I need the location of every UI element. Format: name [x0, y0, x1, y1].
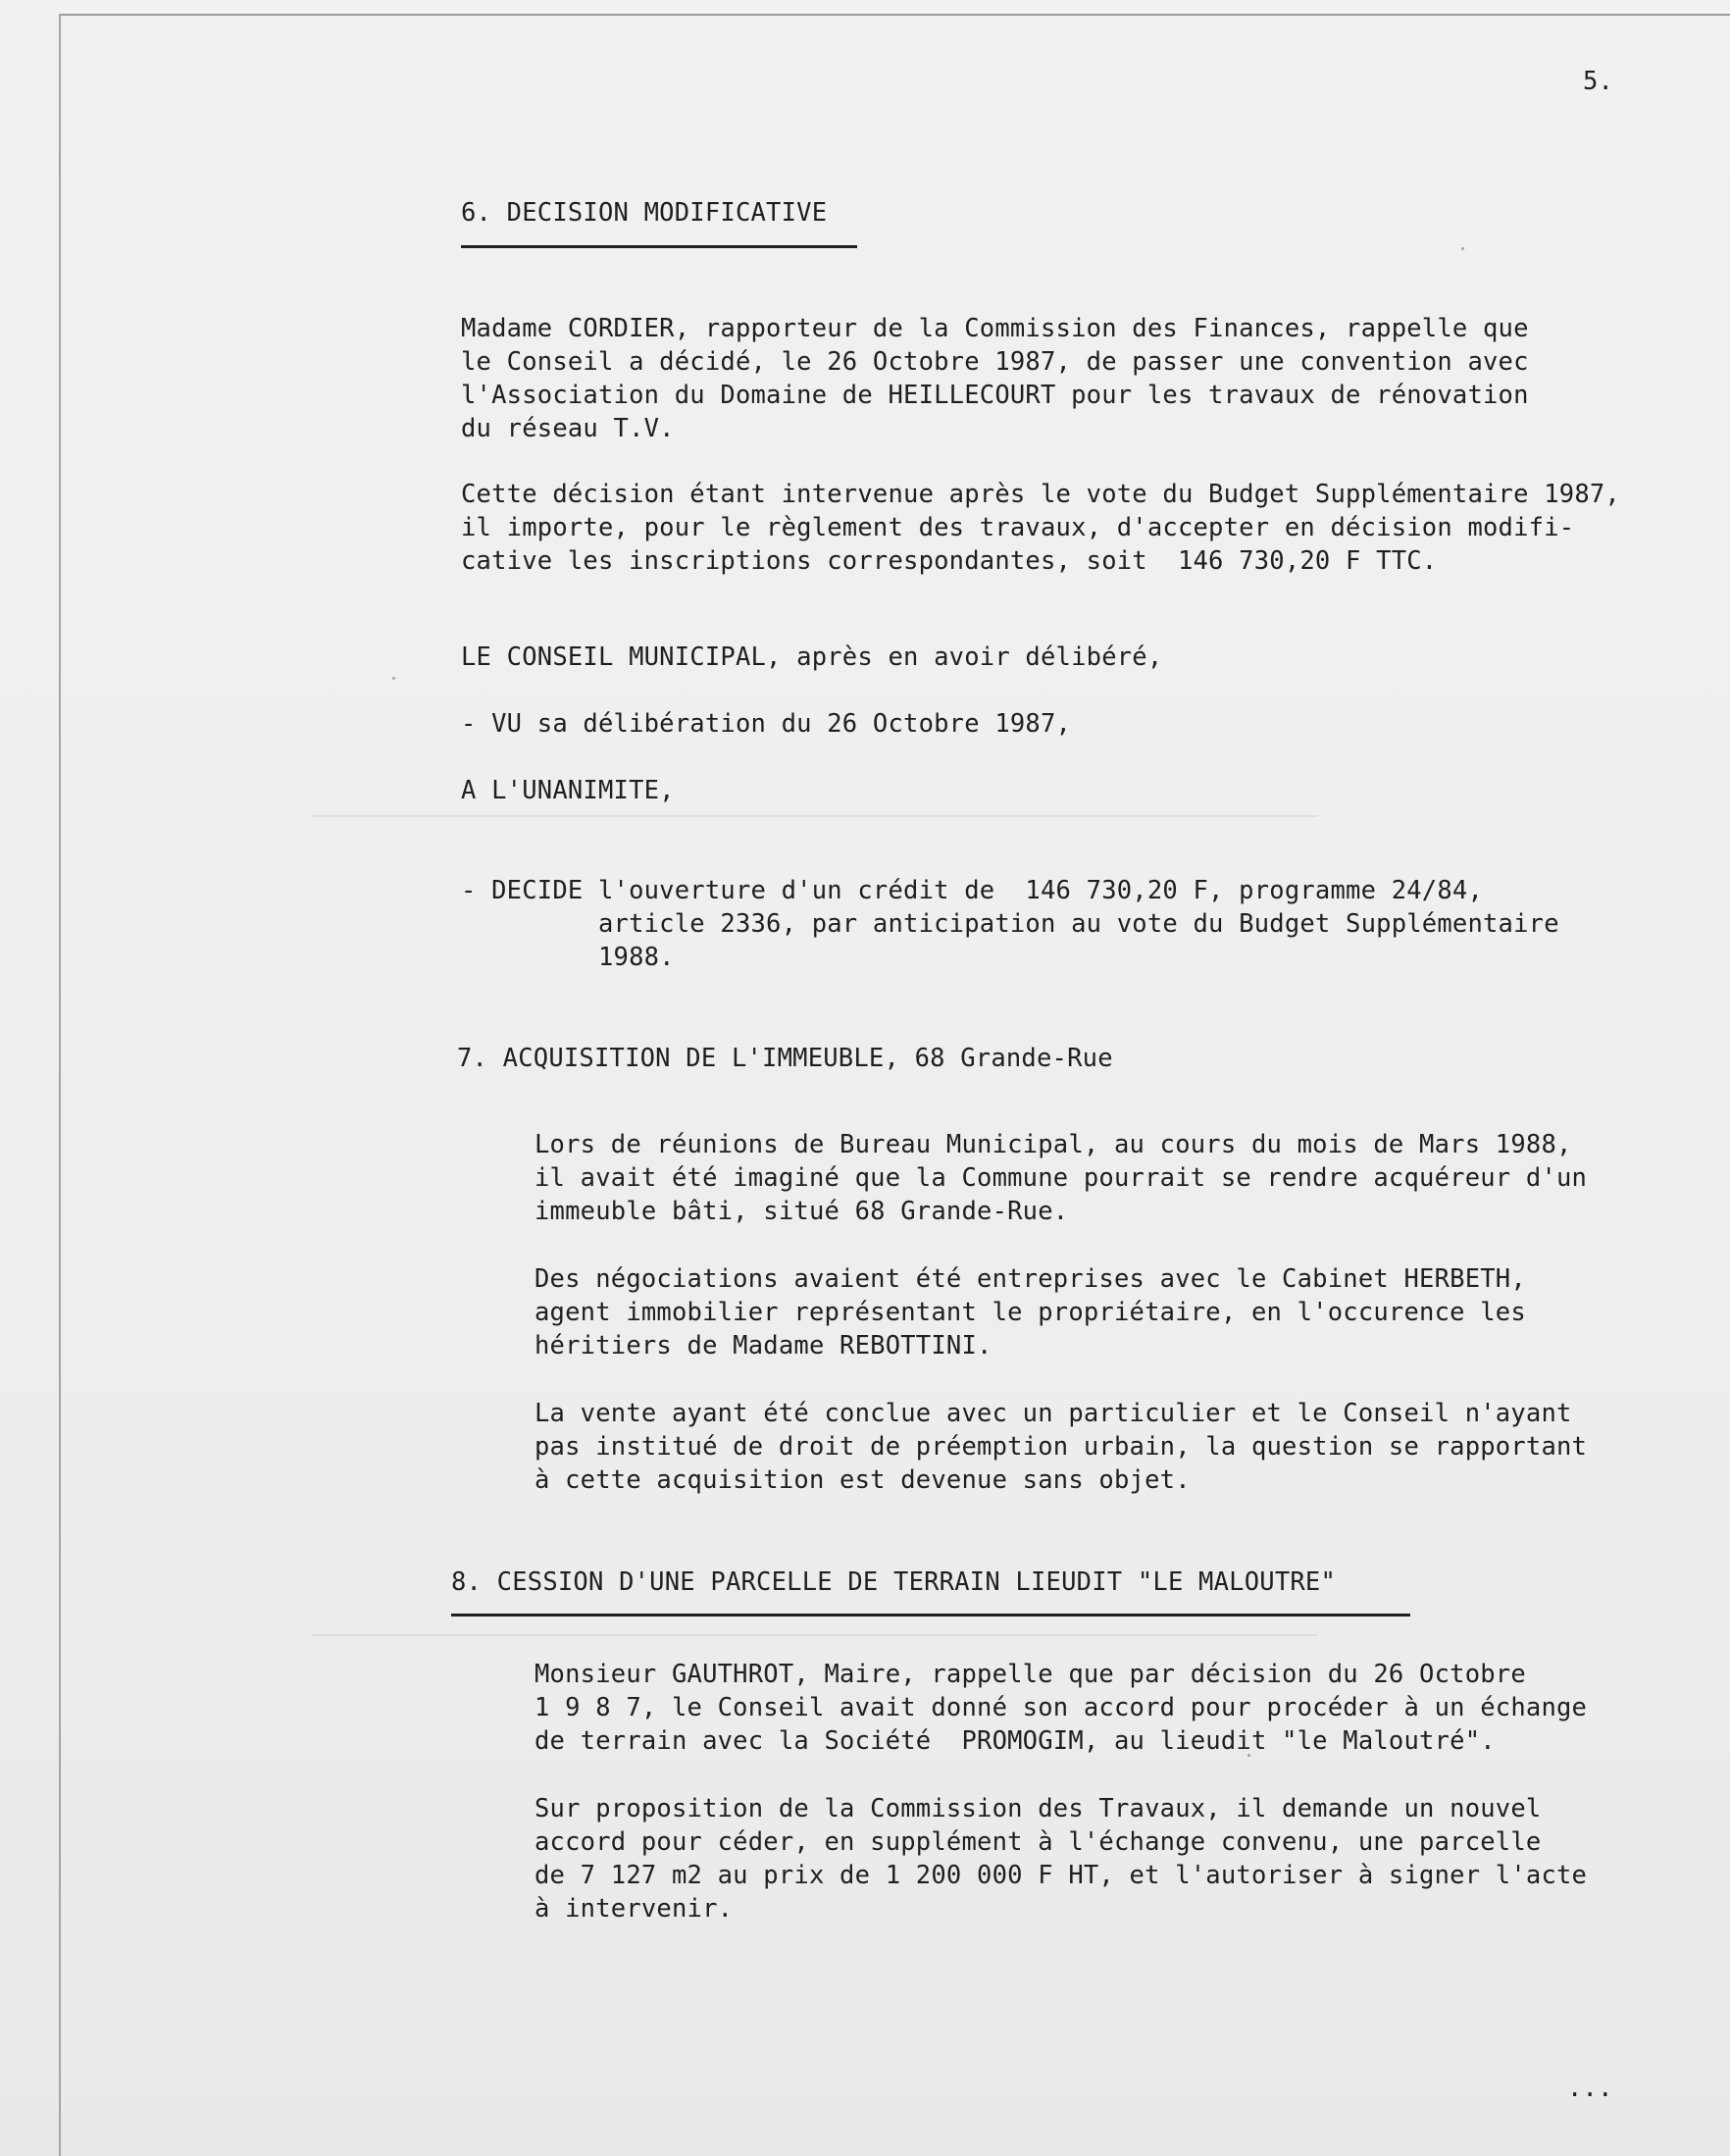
page-number: 5.: [1583, 67, 1614, 96]
page-edge-top: [59, 14, 1730, 16]
text-line: La vente ayant été conclue avec un particulier et le Conseil n'ayant: [534, 1399, 1572, 1428]
section-8-heading-underline: [451, 1614, 1410, 1617]
section-6-heading: 6. DECISION MODIFICATIVE: [461, 198, 828, 228]
text-line: immeuble bâti, situé 68 Grande-Rue.: [534, 1197, 1069, 1226]
text-line: - DECIDE l'ouverture d'un crédit de 146 730,20 F, programme 24/84,: [461, 876, 1484, 905]
vu-clause: - VU sa délibération du 26 Octobre 1987,: [461, 709, 1072, 739]
text-line: pas institué de droit de préemption urbain, la question se rapportant: [534, 1432, 1588, 1462]
text-line: 1988.: [461, 943, 675, 972]
text-line: Madame CORDIER, rapporteur de la Commission des Finances, rappelle que: [461, 314, 1529, 343]
section-6-heading-underline: [461, 245, 857, 248]
text-line: Lors de réunions de Bureau Municipal, au cours du mois de Mars 1988,: [534, 1130, 1572, 1159]
section-7-heading: 7. ACQUISITION DE L'IMMEUBLE, 68 Grande-Rue: [457, 1044, 1113, 1073]
text-line: il avait été imaginé que la Commune pourrait se rendre acquéreur d'un: [534, 1163, 1588, 1193]
text-line: de terrain avec la Société PROMOGIM, au lieudit "le Maloutré".: [534, 1726, 1496, 1756]
text-line: Sur proposition de la Commission des Travaux, il demande un nouvel: [534, 1794, 1542, 1823]
continuation-mark: ...: [1567, 2074, 1613, 2103]
unanimity-statement: A L'UNANIMITE,: [461, 776, 675, 805]
text-line: agent immobilier représentant le propriétaire, en l'occurence les: [534, 1298, 1526, 1327]
text-line: héritiers de Madame REBOTTINI.: [534, 1331, 992, 1360]
text-line: accord pour céder, en supplément à l'échange convenu, une parcelle: [534, 1827, 1542, 1857]
text-line: à cette acquisition est devenue sans objet.: [534, 1465, 1191, 1495]
council-statement: LE CONSEIL MUNICIPAL, après en avoir délibéré,: [461, 642, 1163, 672]
text-line: cative les inscriptions correspondantes, soit 146 730,20 F TTC.: [461, 546, 1438, 576]
section-8-heading: 8. CESSION D'UNE PARCELLE DE TERRAIN LIEUDIT "LE MALOUTRE": [451, 1567, 1337, 1597]
text-line: l'Association du Domaine de HEILLECOURT pour les travaux de rénovation: [461, 381, 1529, 410]
text-line: Des négociations avaient été entreprises avec le Cabinet HERBETH,: [534, 1264, 1526, 1294]
page-edge-left: [59, 14, 61, 2156]
text-line: de 7 127 m2 au prix de 1 200 000 F HT, et l'autoriser à signer l'acte: [534, 1861, 1588, 1890]
text-line: Monsieur GAUTHROT, Maire, rappelle que par décision du 26 Octobre: [534, 1660, 1526, 1689]
text-line: du réseau T.V.: [461, 414, 675, 443]
text-line: Cette décision étant intervenue après le vote du Budget Supplémentaire 1987,: [461, 480, 1620, 509]
text-line: le Conseil a décidé, le 26 Octobre 1987, de passer une convention avec: [461, 347, 1529, 377]
text-line: à intervenir.: [534, 1894, 734, 1924]
text-line: article 2336, par anticipation au vote du Budget Supplémentaire: [461, 909, 1559, 939]
text-line: il importe, pour le règlement des travaux, d'accepter en décision modifi-: [461, 513, 1575, 542]
text-line: 1 9 8 7, le Conseil avait donné son accord pour procéder à un échange: [534, 1693, 1588, 1722]
